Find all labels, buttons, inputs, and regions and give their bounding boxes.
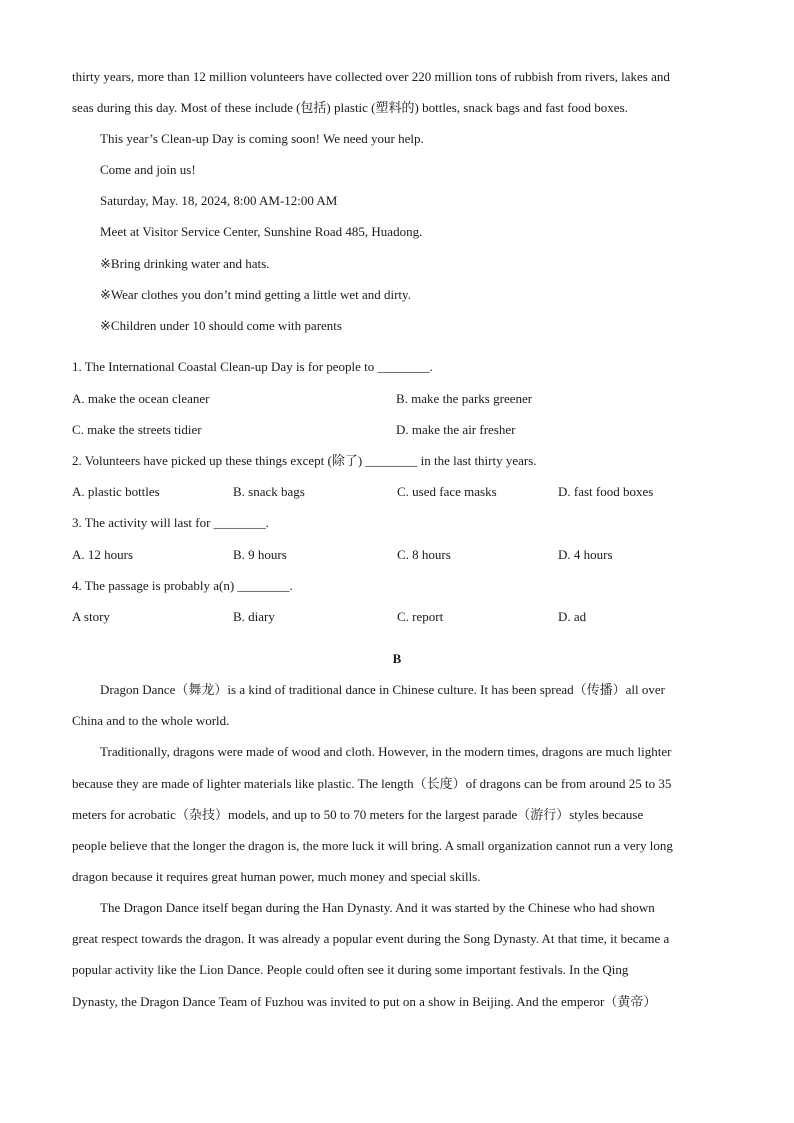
notice-location: Meet at Visitor Service Center, Sunshine Road 485, Huadong. <box>100 224 423 239</box>
passage-b-line: Dragon Dance（舞龙）is a kind of traditional dance in Chinese culture. It has been spread（传播）all over <box>100 682 665 697</box>
question-3-option-b: B. 9 hours <box>233 547 287 562</box>
notice-line: Come and join us! <box>100 162 196 177</box>
question-3-option-d: D. 4 hours <box>558 547 613 562</box>
question-3-option-a: A. 12 hours <box>72 547 134 562</box>
notice-date: Saturday, May. 18, 2024, 8:00 AM-12:00 AM <box>100 193 338 208</box>
question-3-option-c: C. 8 hours <box>397 547 451 562</box>
notice-tip: ※Children under 10 should come with parents <box>100 318 342 333</box>
question-2-option-d: D. fast food boxes <box>558 484 654 499</box>
question-1-option-a: A. make the ocean cleaner <box>72 391 210 406</box>
question-2-option-c: C. used face masks <box>397 484 497 499</box>
question-2-option-b: B. snack bags <box>233 484 305 499</box>
passage-b-line: China and to the whole world. <box>72 713 230 728</box>
passage-b-line: Dynasty, the Dragon Dance Team of Fuzhou was invited to put on a show in Beijing. And the emperor（黄帝） <box>72 994 657 1009</box>
question-4-option-a: A story <box>72 609 110 624</box>
notice-tip: ※Bring drinking water and hats. <box>100 256 270 271</box>
passage-b-line: people believe that the longer the dragon is, the more luck it will bring. A small organization cannot run a very long <box>72 838 673 853</box>
question-4-stem: 4. The passage is probably a(n) ________. <box>72 578 293 593</box>
question-1-option-b: B. make the parks greener <box>396 391 533 406</box>
question-1-stem: 1. The International Coastal Clean-up Day is for people to ________. <box>72 359 433 374</box>
question-4-option-d: D. ad <box>558 609 587 624</box>
question-1-option-d: D. make the air fresher <box>396 422 516 437</box>
question-4-option-b: B. diary <box>233 609 275 624</box>
question-3-stem: 3. The activity will last for ________. <box>72 515 269 530</box>
passage-b-line: dragon because it requires great human power, much money and special skills. <box>72 869 481 884</box>
question-4-option-c: C. report <box>397 609 444 624</box>
passage-b-line: great respect towards the dragon. It was already a popular event during the Song Dynasty. At that time, it became a <box>72 931 670 946</box>
question-1-option-c: C. make the streets tidier <box>72 422 202 437</box>
passage-b-line: Traditionally, dragons were made of wood and cloth. However, in the modern times, dragons are much lighter <box>100 744 672 759</box>
question-2-stem: 2. Volunteers have picked up these things except (除了) ________ in the last thirty years. <box>72 453 537 468</box>
question-2-option-a: A. plastic bottles <box>72 484 160 499</box>
passage-b-line: The Dragon Dance itself began during the Han Dynasty. And it was started by the Chinese who had shown <box>100 900 655 915</box>
notice-tip: ※Wear clothes you don’t mind getting a little wet and dirty. <box>100 287 411 302</box>
passage-a-line-2: seas during this day. Most of these include (包括) plastic (塑料的) bottles, snack bags and fast food boxes. <box>72 100 628 115</box>
passage-a-line-1: thirty years, more than 12 million volunteers have collected over 220 million tons of rubbish from rivers, lakes and <box>72 69 670 84</box>
passage-b-line: because they are made of lighter materials like plastic. The length（长度）of dragons can be from around 25 to 35 <box>72 776 672 791</box>
section-b-title: B <box>392 651 402 666</box>
notice-line: This year’s Clean-up Day is coming soon! We need your help. <box>100 131 424 146</box>
passage-b-line: meters for acrobatic（杂技）models, and up to 50 to 70 meters for the largest parade（游行）styles because <box>72 807 644 822</box>
passage-b-line: popular activity like the Lion Dance. People could often see it during some important festivals. In the Qing <box>72 962 629 977</box>
